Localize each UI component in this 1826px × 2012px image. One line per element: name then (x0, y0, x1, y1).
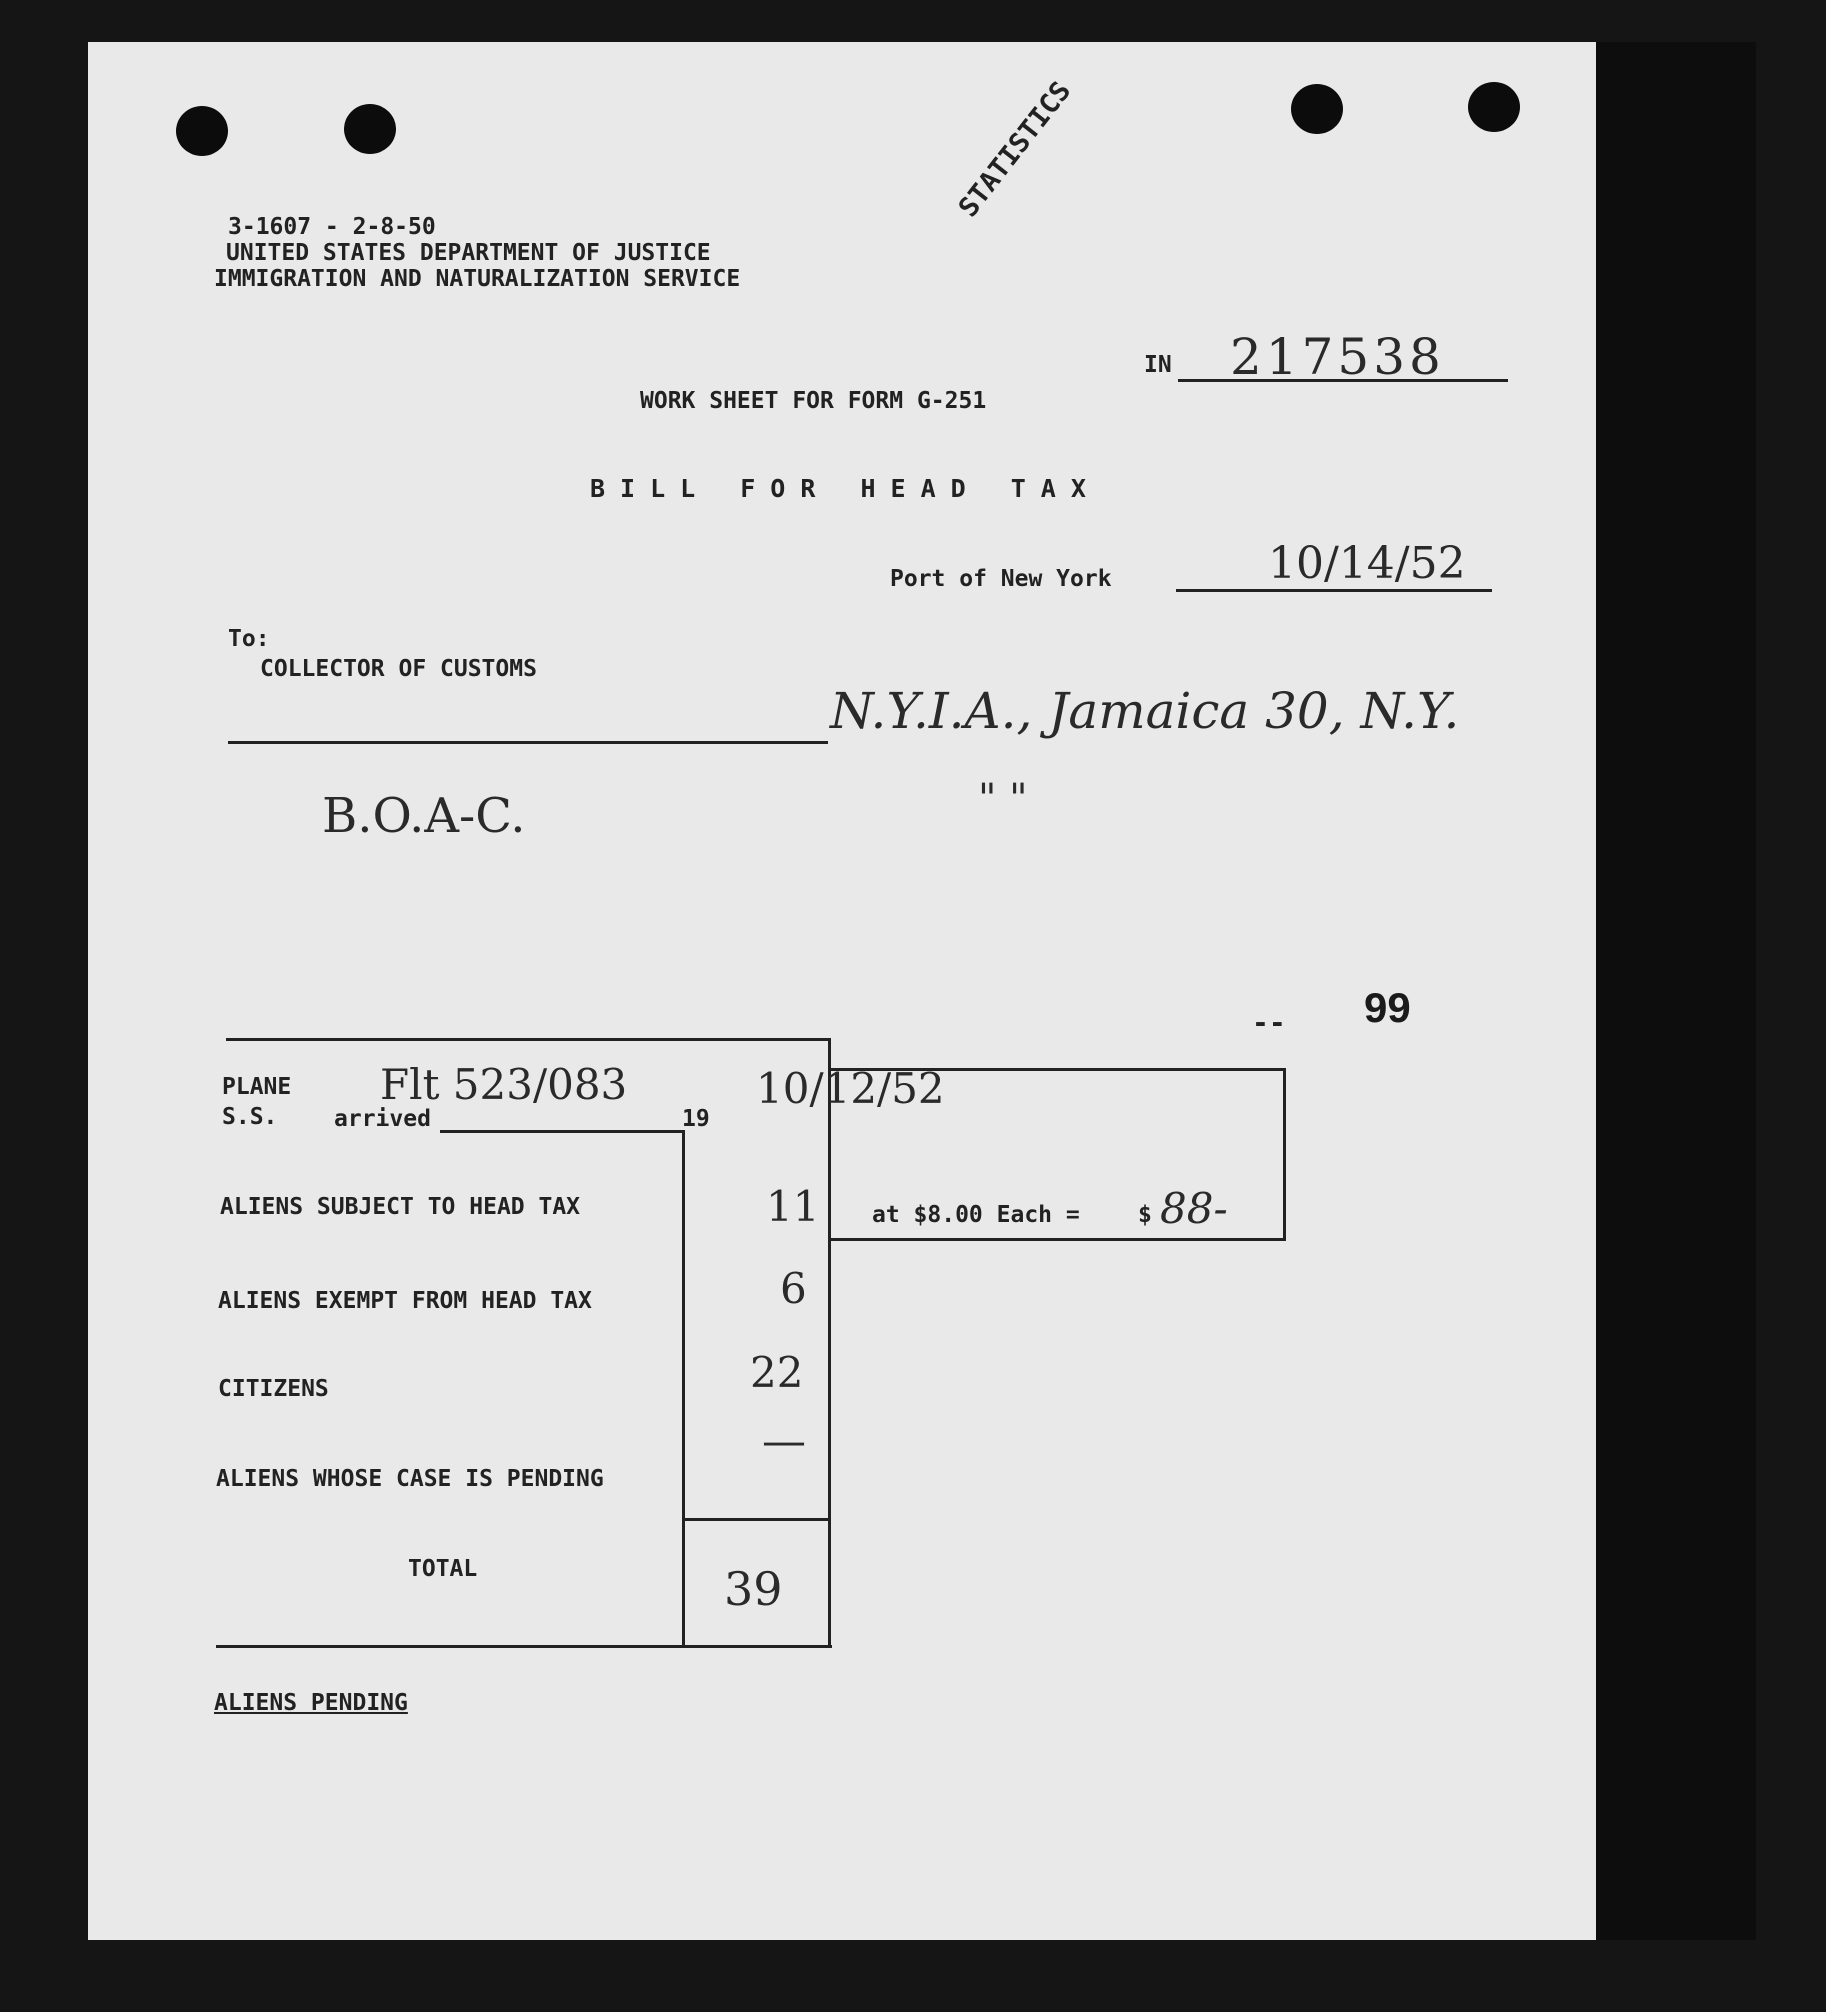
punch-hole (1291, 84, 1343, 134)
punch-hole (1468, 82, 1520, 132)
form-code: 3-1607 - 2-8-50 (228, 214, 436, 240)
flight-number: Flt 523/083 (380, 1060, 628, 1109)
row-label-citizens: CITIZENS (218, 1376, 329, 1402)
punch-hole (344, 104, 396, 154)
arrived-label: arrived (334, 1106, 431, 1132)
carrier-name: B.O.A-C. (322, 788, 526, 844)
punch-hole (176, 106, 228, 156)
rate-text: at $8.00 Each = (872, 1202, 1080, 1228)
department-name: UNITED STATES DEPARTMENT OF JUSTICE (226, 240, 711, 266)
arrival-date: 10/12/52 (756, 1064, 945, 1113)
port-date-line (1176, 589, 1492, 592)
plane-label: PLANE (222, 1074, 292, 1100)
arrived-line (440, 1130, 684, 1133)
tax-amount: 88- (1160, 1184, 1228, 1233)
dollar-sign: $ (1138, 1202, 1152, 1228)
row-value-subject: 11 (766, 1182, 820, 1231)
rate-box-right (1283, 1068, 1286, 1241)
address-line (228, 741, 828, 744)
addressee: COLLECTOR OF CUSTOMS (260, 656, 537, 682)
total-separator (682, 1518, 830, 1521)
year-prefix: 19 (682, 1106, 710, 1132)
row-value-pending: — (762, 1416, 806, 1467)
aliens-pending-heading: ALIENS PENDING (214, 1690, 408, 1716)
page-number: 99 (1364, 984, 1411, 1031)
worksheet-title: WORK SHEET FOR FORM G-251 (640, 388, 987, 414)
rate-box-bottom (830, 1238, 1286, 1241)
port-label: Port of New York (890, 566, 1112, 592)
handwritten-address: N.Y.I.A., Jamaica 30, N.Y. (830, 682, 1460, 740)
row-value-exempt: 6 (780, 1264, 807, 1313)
in-label: IN (1144, 352, 1172, 378)
row-label-pending: ALIENS WHOSE CASE IS PENDING (216, 1466, 604, 1492)
table-top-border (226, 1038, 830, 1041)
value-column-left (682, 1130, 685, 1648)
table-bottom-border (216, 1645, 832, 1648)
service-name: IMMIGRATION AND NATURALIZATION SERVICE (214, 266, 741, 292)
total-value: 39 (724, 1562, 783, 1616)
to-label: To: (228, 626, 270, 652)
total-label: TOTAL (408, 1556, 478, 1582)
row-value-citizens: 22 (750, 1348, 804, 1397)
ss-label: S.S. (222, 1104, 278, 1130)
bill-title: BILL FOR HEAD TAX (590, 474, 1101, 503)
row-label-subject: ALIENS SUBJECT TO HEAD TAX (220, 1194, 581, 1220)
dash-mark: -- (1252, 1006, 1286, 1039)
ditto-marks: " " (978, 776, 1028, 822)
port-date: 10/14/52 (1268, 538, 1466, 589)
scan-margin (1596, 42, 1756, 1940)
row-label-exempt: ALIENS EXEMPT FROM HEAD TAX (218, 1288, 592, 1314)
statistics-stamp: STATISTICS (952, 75, 1078, 224)
table-right-border (828, 1038, 831, 1648)
in-number: 217538 (1230, 328, 1445, 386)
